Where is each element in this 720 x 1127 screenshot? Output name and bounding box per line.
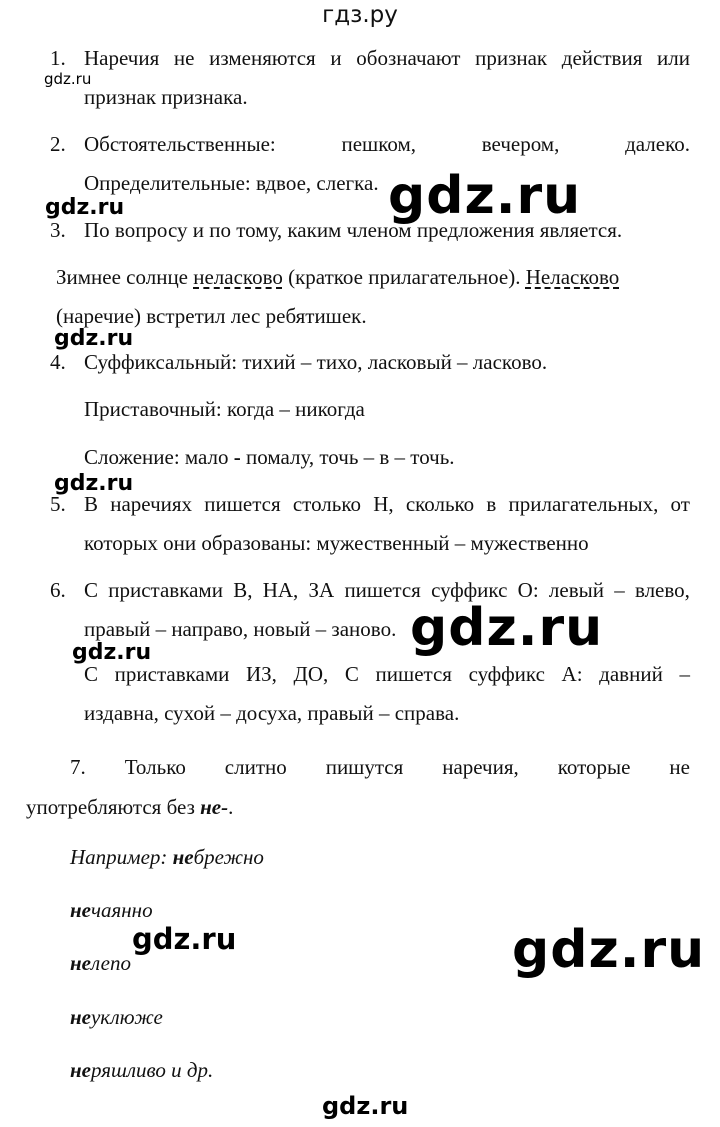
example-line: Например: небрежно: [70, 845, 264, 869]
watermark: gdz.ru: [72, 640, 152, 665]
watermark: gdz.ru: [132, 922, 237, 956]
item4-line3: Сложение: мало - помалу, точь – в – точь.: [84, 445, 455, 469]
example-line: неряшливо и др.: [70, 1058, 214, 1082]
watermark: gdz.ru: [44, 70, 92, 88]
item7-line2: употребляются без не-.: [26, 795, 234, 819]
watermark: gdz.ru: [54, 471, 134, 496]
example-line: неуклюже: [70, 1005, 163, 1029]
item-number: 4.: [50, 350, 66, 374]
watermark: gdz.ru: [410, 598, 604, 658]
item4-line2: Приставочный: когда – никогда: [84, 397, 365, 421]
example-line: нелепо: [70, 951, 131, 975]
item5-line1: В наречиях пишется столько Н, сколько в прилагательных, от: [84, 492, 690, 516]
item-number: 3.: [50, 218, 66, 242]
item1-line2: признак признака.: [84, 85, 248, 109]
underlined-word: неласково: [193, 265, 283, 289]
watermark: gdz.ru: [54, 326, 134, 351]
item-number: 2.: [50, 132, 66, 156]
item-number: 5.: [50, 492, 66, 516]
item2-line1: Обстоятельственные: пешком, вечером, далеко.: [84, 132, 690, 156]
item2-line2: Определительные: вдвое, слегка.: [84, 171, 379, 195]
item7-line1: 7. Только слитно пишутся наречия, которые не: [70, 755, 690, 779]
item-number: 1.: [50, 46, 66, 70]
item3-line1: По вопросу и по тому, каким членом предложения является.: [84, 218, 623, 242]
item6-line4: издавна, сухой – досуха, правый – справа.: [84, 701, 460, 725]
page-title: гдз.ру: [322, 2, 398, 28]
example-line: нечаянно: [70, 898, 153, 922]
item6-line3: С приставками ИЗ, ДО, С пишется суффикс А: давний –: [84, 662, 690, 686]
item4-line1: Суффиксальный: тихий – тихо, ласковый – ласково.: [84, 350, 548, 374]
item1-line1: Наречия не изменяются и обозначают признак действия или: [84, 46, 690, 70]
item3-example-line1: Зимнее солнце неласково (краткое прилагательное). Неласково: [56, 265, 620, 289]
watermark: gdz.ru: [512, 920, 706, 980]
item6-line2: правый – направо, новый – заново.: [84, 617, 397, 641]
watermark: gdz.ru: [322, 1092, 409, 1120]
item3-example-line2: (наречие) встретил лес ребятишек.: [56, 304, 367, 328]
watermark: gdz.ru: [45, 195, 125, 220]
underlined-word: Неласково: [525, 265, 620, 289]
item5-line2: которых они образованы: мужественный – мужественно: [84, 531, 589, 555]
item-number: 6.: [50, 578, 66, 602]
item6-line1: С приставками В, НА, ЗА пишется суффикс О: левый – влево,: [84, 578, 690, 602]
watermark: gdz.ru: [388, 166, 582, 226]
